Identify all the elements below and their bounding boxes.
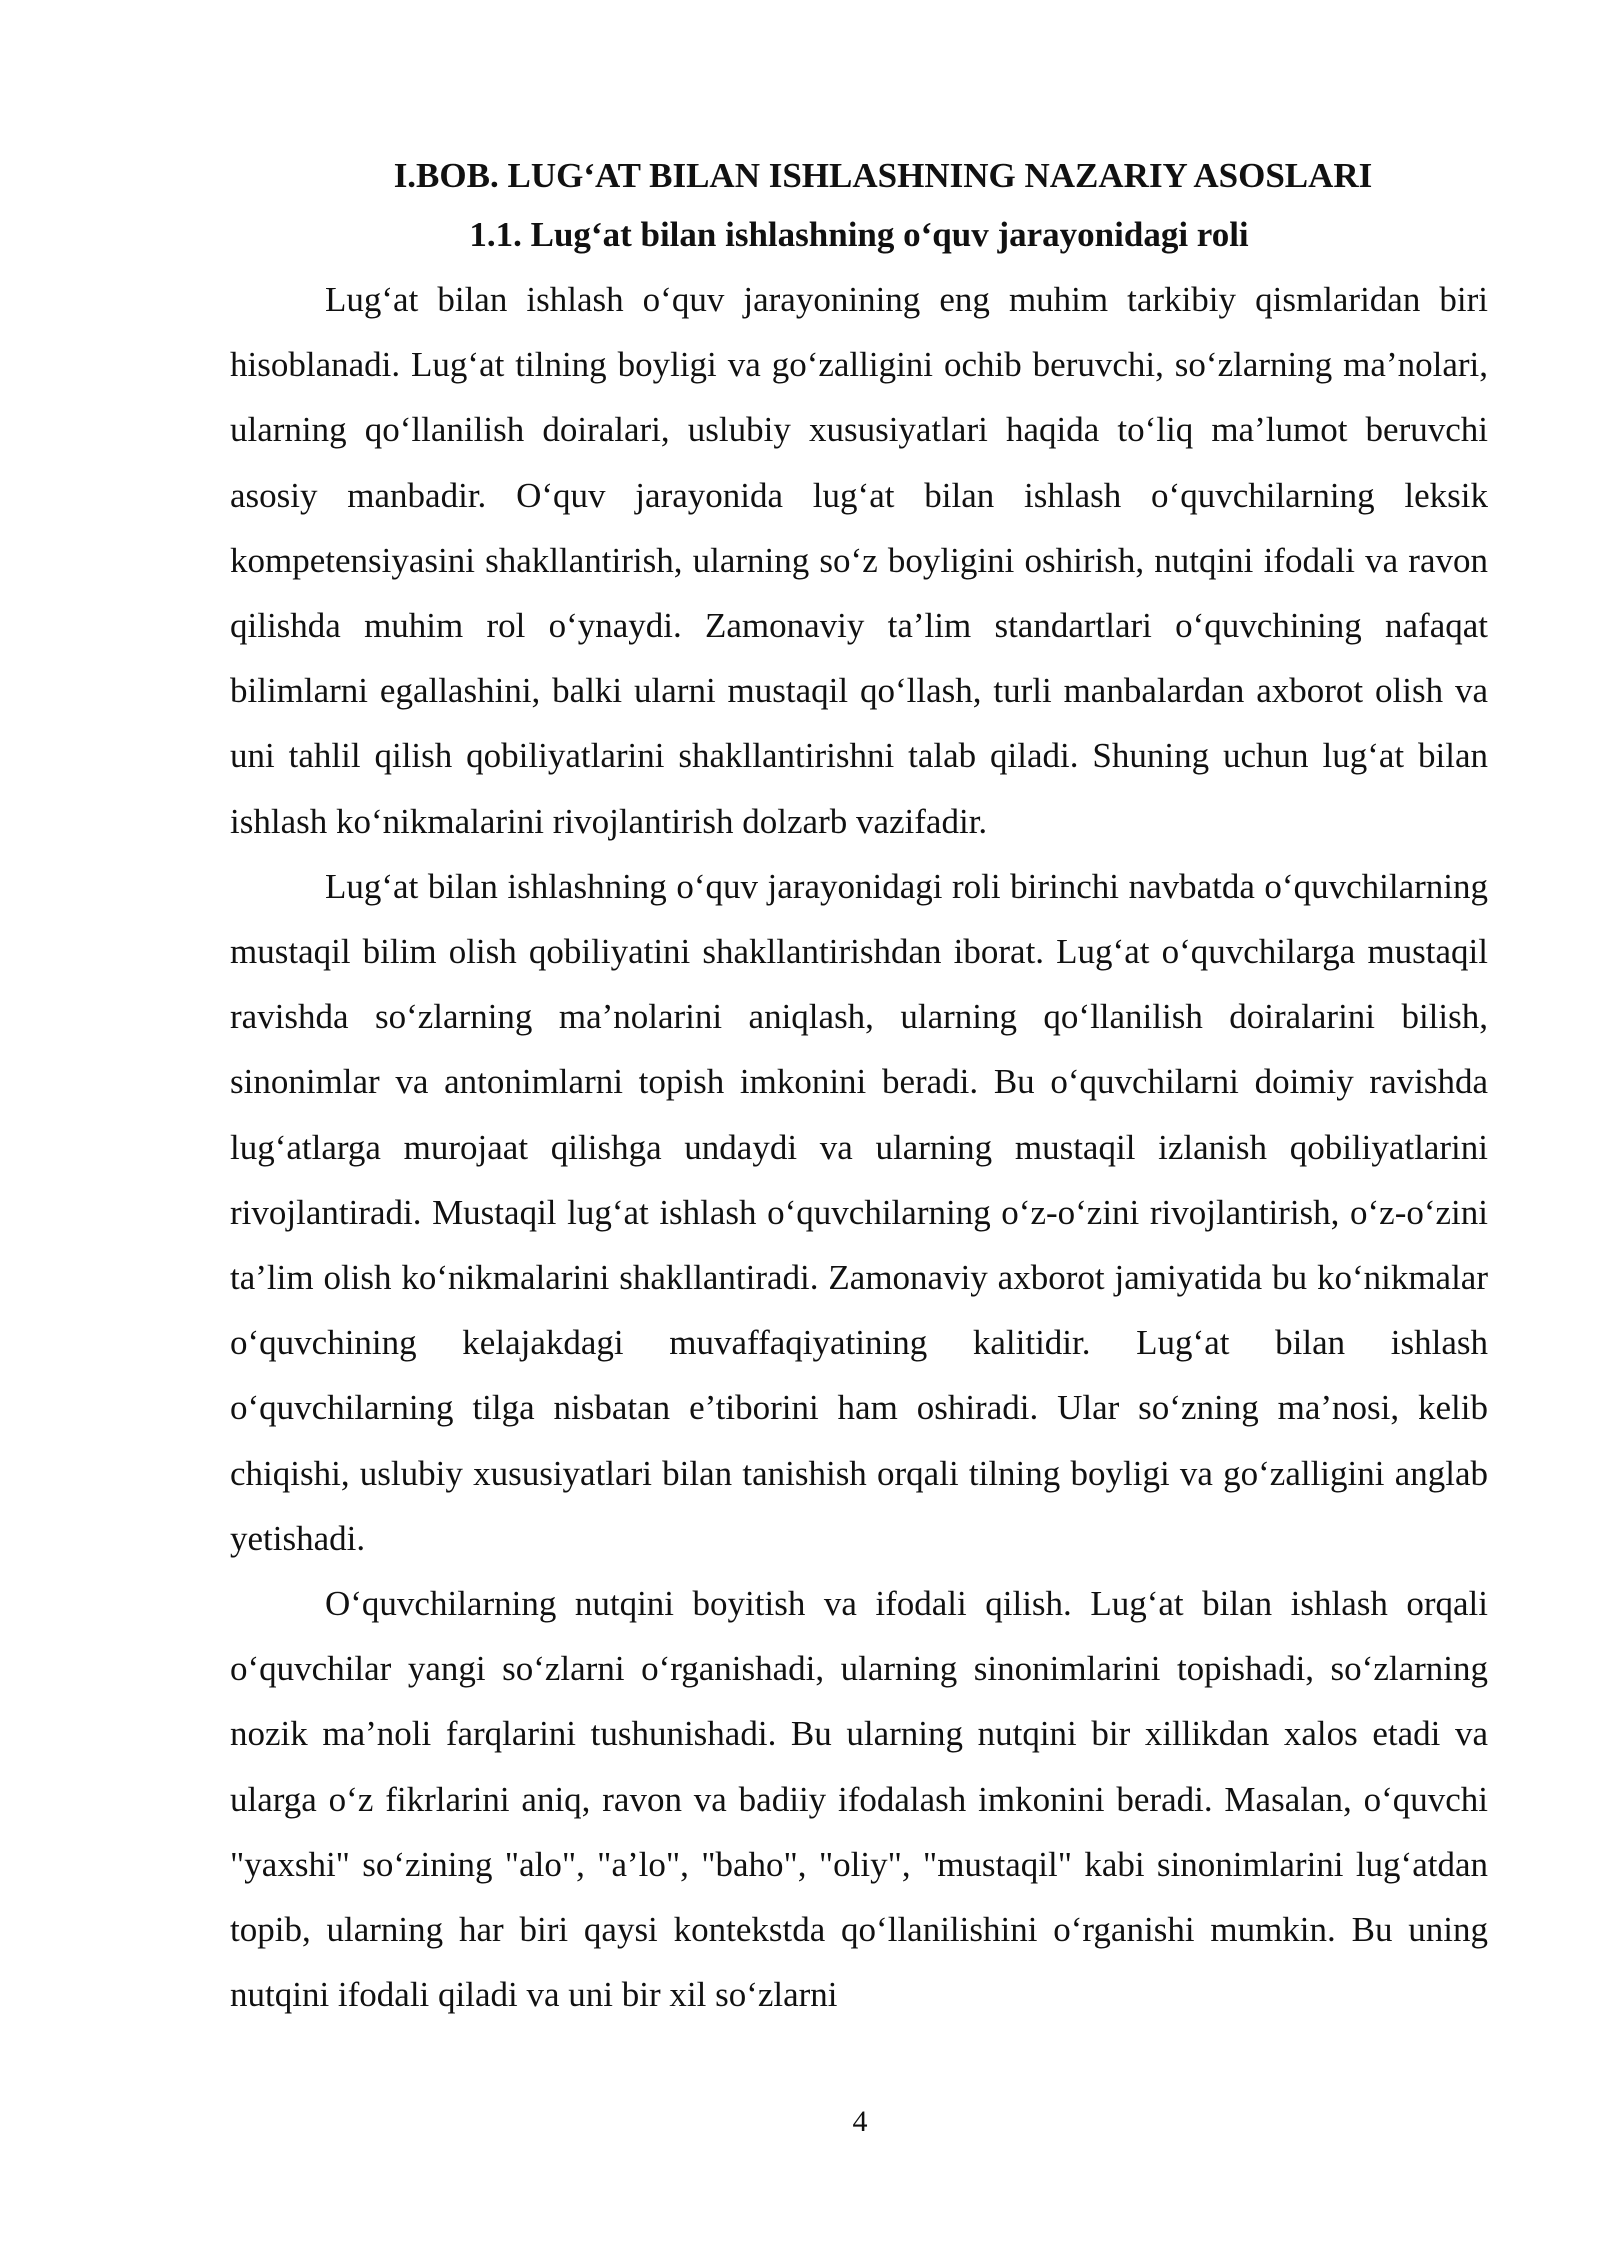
page-number: 4	[852, 2105, 868, 2138]
chapter-title: I.BOB. LUG‘AT BILAN ISHLASHNING NAZARIY ASOSLARI	[393, 156, 1373, 195]
section-title: 1.1. Lug‘at bilan ishlashning o‘quv jarayonidagi roli	[469, 215, 1249, 254]
paragraph-1: Lug‘at bilan ishlash o‘quv jarayonining eng muhim tarkibiy qismlaridan biri hisoblanadi. Lug‘at tilning boyligi va go‘zalligini ochib beruvchi, so‘zlarning ma’nolari, ularning qo‘llanilish doiralari, uslubiy xususiyatlari haqida to‘liq ma’lumot beruvchi asosiy manbadir. O‘quv jarayonida lug‘at bilan ishlash o‘quvchilarning leksik kompetensiyasini shakllantirish, ularning so‘z boyligini oshirish, nutqini ifodali va ravon qilishda muhim rol o‘ynaydi. Zamonaviy ta’lim standartlari o‘quvchining nafaqat bilimlarni egallashini, balki ularni mustaqil qo‘llash, turli manbalardan axborot olish va uni tahlil qilish qobiliyatlarini shakllantirishni talab qiladi. Shuning uchun lug‘at bilan ishlash ko‘nikmalarini rivojlantirish dolzarb vazifadir.	[230, 280, 1488, 841]
paragraph-3: O‘quvchilarning nutqini boyitish va ifodali qilish. Lug‘at bilan ishlash orqali o‘quvchilar yangi so‘zlarni o‘rganishadi, ularning sinonimlarini topishadi, so‘zlarning nozik ma’noli farqlarini tushunishadi. Bu ularning nutqini bir xillikdan xalos etadi va ularga o‘z fikrlarini aniq, ravon va badiiy ifodalash imkonini beradi. Masalan, o‘quvchi "yaxshi" so‘zining "alo", "a’lo", "baho", "oliy", "mustaqil" kabi sinonimlarini lug‘atdan topib, ularning har biri qaysi kontekstda qo‘llanilishini o‘rganishi mumkin. Bu uning nutqini ifodali qiladi va uni bir xil so‘zlarni	[230, 1584, 1488, 2015]
document-page	[230, 150, 1488, 2027]
paragraph-2: Lug‘at bilan ishlashning o‘quv jarayonidagi roli birinchi navbatda o‘quvchilarning mustaqil bilim olish qobiliyatini shakllantirishdan iborat. Lug‘at o‘quvchilarga mustaqil ravishda so‘zlarning ma’nolarini aniqlash, ularning qo‘llanilish doiralarini bilish, sinonimlar va antonimlarni topish imkonini beradi. Bu o‘quvchilarni doimiy ravishda lug‘atlarga murojaat qilishga undaydi va ularning mustaqil izlanish qobiliyatlarini rivojlantiradi. Mustaqil lug‘at ishlash o‘quvchilarning o‘z-o‘zini rivojlantirish, o‘z-o‘zini ta’lim olish ko‘nikmalarini shakllantiradi. Zamonaviy axborot jamiyatida bu ko‘nikmalar o‘quvchining kelajakdagi muvaffaqiyatining kalitidir. Lug‘at bilan ishlash o‘quvchilarning tilga nisbatan e’tiborini ham oshiradi. Ular so‘zning ma’nosi, kelib chiqishi, uslubiy xususiyatlari bilan tanishish orqali tilning boyligi va go‘zalligini anglab yetishadi.	[230, 866, 1488, 1558]
